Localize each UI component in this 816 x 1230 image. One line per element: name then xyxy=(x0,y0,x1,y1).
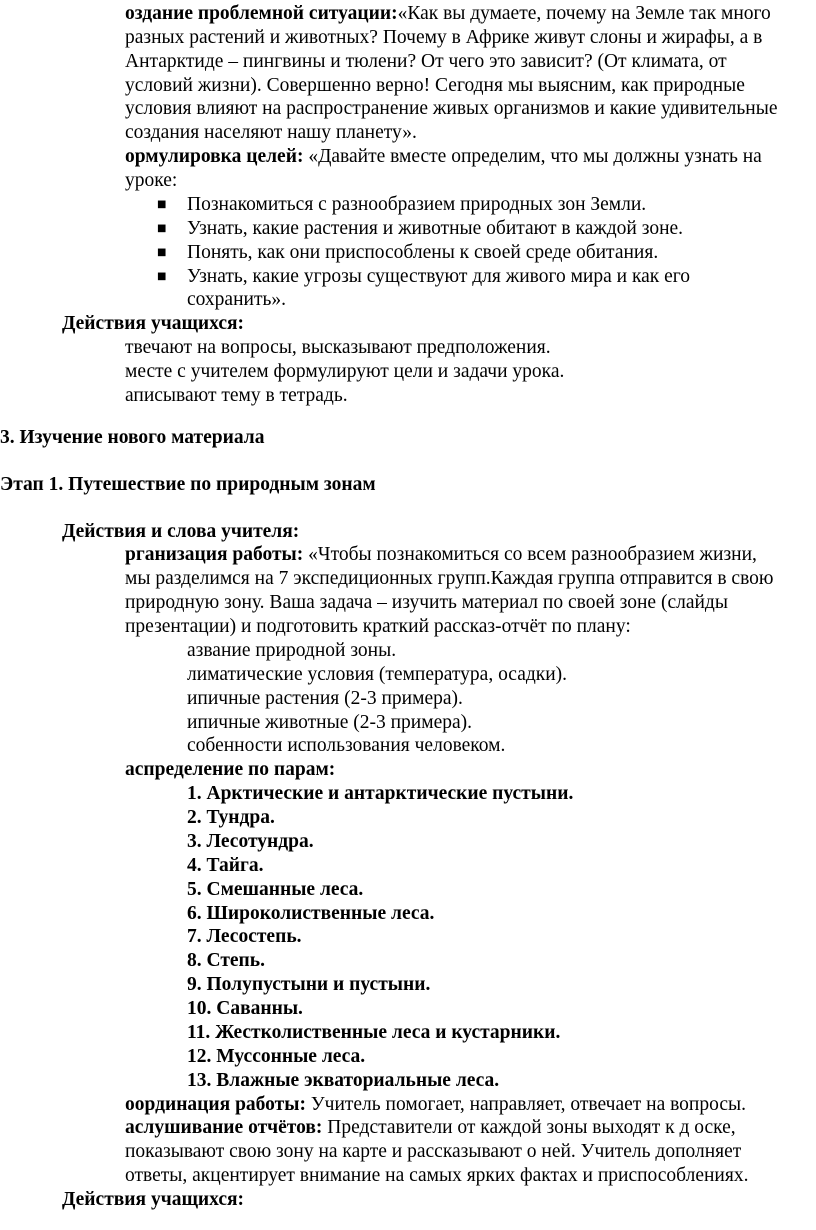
square-bullet-icon: ■ xyxy=(157,198,167,210)
student-action: твечают на вопросы, высказывают предположения. xyxy=(125,337,551,359)
plan-item: ипичные животные (2-3 примера). xyxy=(187,711,472,733)
coord-label: оординация работы: xyxy=(125,1093,306,1115)
student-action: аписывают тему в тетрадь. xyxy=(125,384,348,406)
org-label: рганизация работы: xyxy=(125,544,304,566)
listen-label: аслушивание отчётов: xyxy=(125,1117,323,1139)
goal-item: Узнать, какие угрозы существуют для живого мира и как его xyxy=(187,265,691,287)
problem-label: оздание проблемной ситуации: xyxy=(125,2,398,24)
plan-item: ипичные растения (2-3 примера). xyxy=(187,687,463,709)
org-line: мы разделимся на 7 экспедиционных групп.Каждая группа отправится в свою xyxy=(125,568,774,590)
goal-item-continuation: сохранить». xyxy=(187,289,286,311)
problem-paragraph-line-1 xyxy=(125,2,771,26)
pairs-label: аспределение по парам: xyxy=(125,759,336,781)
plan-item: собенности использования человеком. xyxy=(187,735,506,757)
students-heading: Действия учащихся: xyxy=(62,1189,245,1210)
zone-item: 5. Смешанные леса. xyxy=(187,878,364,900)
listen-line: показывают свою зону на карте и рассказывают о ней. Учитель дополняет xyxy=(125,1141,742,1163)
zone-item: 10. Саванны. xyxy=(187,998,303,1019)
zone-item: 7. Лесостепь. xyxy=(187,926,302,948)
goals-paragraph-line-1 xyxy=(125,145,762,169)
problem-text: «Как вы думаете, почему на Земле так много xyxy=(397,2,771,24)
problem-line: Антарктиде – пингвины и тюлени? От чего это зависит? (От климата, от xyxy=(125,50,727,72)
zone-item: 8. Степь. xyxy=(187,950,265,972)
goals-text: «Давайте вместе определим, что мы должны узнать на xyxy=(303,146,762,168)
org-text: «Чтобы познакомиться со всем разнообразием жизни, xyxy=(303,544,757,566)
goal-item: Понять, как они приспособлены к своей среде обитания. xyxy=(187,241,659,263)
zone-item: 4. Тайга. xyxy=(187,854,264,876)
square-bullet-icon: ■ xyxy=(157,222,167,234)
goals-label: ормулировка целей: xyxy=(125,146,304,168)
listen-paragraph-line-1 xyxy=(125,1116,736,1140)
zone-item: 1. Арктические и антарктические пустыни. xyxy=(187,783,574,805)
problem-line: условий жизни). Совершенно верно! Сегодня мы выясним, как природные xyxy=(125,74,745,96)
zone-item: 3. Лесотундра. xyxy=(187,830,314,852)
problem-line: условия влияют на распространение живых организмов и какие удивительные xyxy=(125,98,778,120)
goal-item: Узнать, какие растения и животные обитают в каждой зоне. xyxy=(187,217,684,239)
goals-line: уроке: xyxy=(125,170,178,191)
plan-item: лиматические условия (температура, осадки). xyxy=(187,663,568,685)
goal-item: Познакомиться с разнообразием природных зон Земли. xyxy=(187,193,647,215)
org-paragraph-line-1 xyxy=(125,543,757,567)
teacher-heading: Действия и слова учителя: xyxy=(62,520,300,542)
square-bullet-icon: ■ xyxy=(157,270,167,282)
problem-line: создания населяют нашу планету». xyxy=(125,122,417,144)
zone-item: 9. Полупустыни и пустыни. xyxy=(187,974,431,996)
zone-item: 11. Жестколиственные леса и кустарники. xyxy=(187,1021,561,1043)
problem-line: разных растений и животных? Почему в Африке живут слоны и жирафы, а в xyxy=(125,26,763,48)
zone-item: 6. Широколиственные леса. xyxy=(187,902,435,924)
coord-text: Учитель помогает, направляет, отвечает на вопросы. xyxy=(305,1093,746,1115)
students-heading: Действия учащихся: xyxy=(62,313,245,335)
org-line: презентации) и подготовить краткий рассказ-отчёт по плану: xyxy=(125,616,631,637)
coord-paragraph xyxy=(125,1093,746,1117)
student-action: месте с учителем формулируют цели и задачи урока. xyxy=(125,361,565,382)
zone-item: 13. Влажные экваториальные леса. xyxy=(187,1069,500,1091)
zone-item: 2. Тундра. xyxy=(187,807,275,828)
org-line: природную зону. Ваша задача – изучить материал по своей зоне (слайды xyxy=(125,592,728,614)
section-heading: 3. Изучение нового материала xyxy=(0,426,265,448)
listen-text: Представители от каждой зоны выходят к д оске, xyxy=(322,1117,736,1139)
zone-item: 12. Муссонные леса. xyxy=(187,1045,366,1067)
plan-item: азвание природной зоны. xyxy=(187,639,397,661)
stage-heading: Этап 1. Путешествие по природным зонам xyxy=(0,473,376,495)
square-bullet-icon: ■ xyxy=(157,246,167,258)
listen-line: ответы, акцентирует внимание на самых ярких фактах и приспособлениях. xyxy=(125,1165,749,1187)
